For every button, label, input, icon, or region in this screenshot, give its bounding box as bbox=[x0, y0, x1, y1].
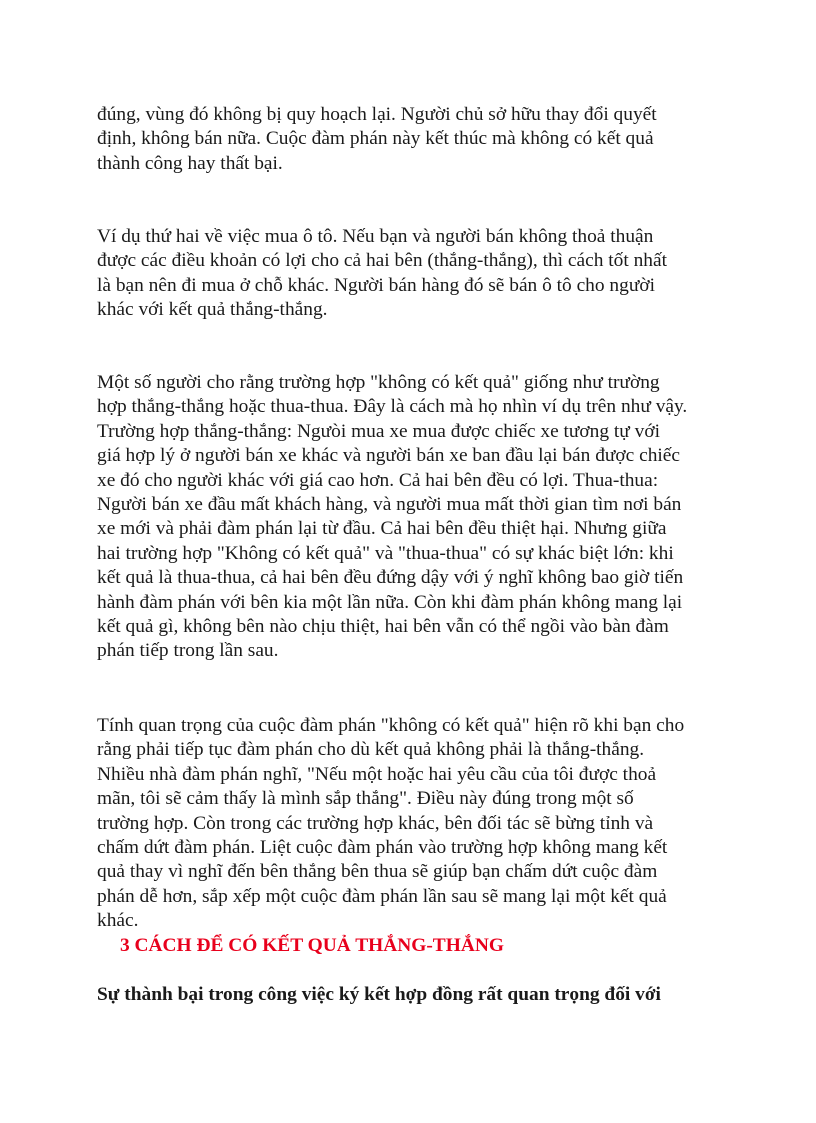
bold-lead-sentence: Sự thành bại trong công việc ký kết hợp đồng rất quan trọng đối với bbox=[97, 984, 661, 1005]
text-line: quả thay vì nghĩ đến bên thắng bên thua sẽ giúp bạn chấm dứt cuộc đàm bbox=[97, 861, 658, 883]
paragraph-no-result-comparison bbox=[97, 371, 737, 664]
text-line: mãn, tôi sẽ cảm thấy là mình sắp thắng". Điều này đúng trong một số bbox=[97, 788, 634, 810]
text-line: được các điều khoản có lợi cho cả hai bên (thắng-thắng), thì cách tốt nhất bbox=[97, 250, 667, 272]
text-line: khác với kết quả thắng-thắng. bbox=[97, 299, 328, 321]
text-line: hợp thắng-thắng hoặc thua-thua. Đây là cách mà họ nhìn ví dụ trên như vậy. bbox=[97, 396, 688, 418]
text-line: Một số người cho rằng trường hợp "không có kết quả" giống như trường bbox=[97, 372, 660, 393]
text-line: là bạn nên đi mua ở chỗ khác. Người bán hàng đó sẽ bán ô tô cho người bbox=[97, 274, 655, 296]
text-line: đúng, vùng đó không bị quy hoạch lại. Người chủ sở hữu thay đổi quyết bbox=[97, 104, 657, 125]
text-line: phán dễ hơn, sắp xếp một cuộc đàm phán lần sau sẽ mang lại một kết quả bbox=[97, 885, 667, 907]
text-line: phán tiếp trong lần sau. bbox=[97, 640, 279, 662]
text-line: Ví dụ thứ hai về việc mua ô tô. Nếu bạn và người bán không thoả thuận bbox=[97, 226, 654, 247]
paragraph-car-example bbox=[97, 225, 737, 323]
text-line: chấm dứt đàm phán. Liệt cuộc đàm phán vào trường hợp không mang kết bbox=[97, 837, 668, 859]
section-heading: 3 CÁCH ĐỂ CÓ KẾT QUẢ THẮNG-THẮNG bbox=[120, 935, 504, 956]
text-line: kết quả gì, không bên nào chịu thiệt, hai bên vẫn có thể ngồi vào bàn đàm bbox=[97, 616, 669, 638]
text-line: Người bán xe đầu mất khách hàng, và người mua mất thời gian tìm nơi bán bbox=[97, 494, 682, 516]
text-line: xe đó cho người khác với giá cao hơn. Cả hai bên đều có lợi. Thua-thua: bbox=[97, 469, 659, 491]
paragraph-land-example-end bbox=[97, 103, 737, 176]
text-line: khác. bbox=[97, 910, 139, 932]
text-line: Nhiều nhà đàm phán nghĩ, "Nếu một hoặc hai yêu cầu của tôi được thoả bbox=[97, 763, 657, 785]
text-line: thành công hay thất bại. bbox=[97, 152, 283, 174]
text-line: định, không bán nữa. Cuộc đàm phán này kết thúc mà không có kết quả bbox=[97, 128, 654, 150]
text-line: hai trường hợp "Không có kết quả" và "thua-thua" có sự khác biệt lớn: khi bbox=[97, 542, 674, 564]
text-line: rằng phải tiếp tục đàm phán cho dù kết quả không phải là thắng-thắng. bbox=[97, 739, 645, 761]
text-line: giá hợp lý ở người bán xe khác và người bán xe ban đầu lại bán được chiếc bbox=[97, 445, 681, 467]
text-line: hành đàm phán với bên kia một lần nữa. Còn khi đàm phán không mang lại bbox=[97, 591, 683, 613]
paragraph-importance bbox=[97, 714, 737, 934]
text-line: Tính quan trọng của cuộc đàm phán "không có kết quả" hiện rõ khi bạn cho bbox=[97, 715, 685, 736]
text-line: xe mới và phải đàm phán lại từ đầu. Cả hai bên đều thiệt hại. Nhưng giữa bbox=[97, 518, 667, 540]
text-line: trường hợp. Còn trong các trường hợp khác, bên đối tác sẽ bừng tỉnh và bbox=[97, 812, 654, 834]
text-line: Trường hợp thắng-thắng: Ngưòi mua xe mua được chiếc xe tương tự với bbox=[97, 420, 661, 442]
text-line: kết quả là thua-thua, cả hai bên đều đứng dậy với ý nghĩ không bao giờ tiến bbox=[97, 567, 684, 589]
